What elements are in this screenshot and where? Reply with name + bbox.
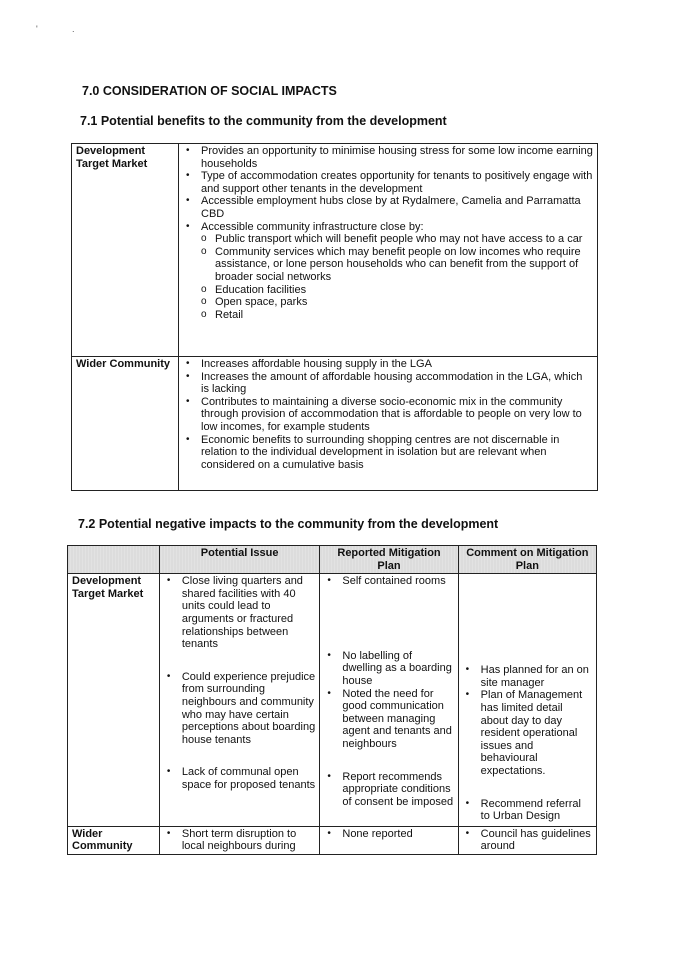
header-potential-issue: Potential Issue: [159, 546, 320, 574]
benefits-list: [183, 358, 593, 471]
row-label: Wider Community: [72, 357, 179, 491]
sub-list-item: o Public transport which will benefit people who may not have access to a car: [215, 233, 593, 246]
mitigation-cell: [320, 574, 458, 827]
list-item: • No labelling of dwelling as a boarding house: [342, 650, 453, 688]
list-item: • Type of accommodation creates opportunity for tenants to positively engage with and support other tenants in the development: [201, 170, 593, 195]
mitigation-group: [324, 650, 453, 751]
list-item: • Short term disruption to local neighbours during: [182, 828, 316, 853]
mitigation-cell: [320, 826, 458, 854]
comment-group: [463, 828, 592, 853]
row-label: Wider Community: [68, 826, 160, 854]
header-blank: [68, 546, 160, 574]
table-row: [72, 144, 598, 357]
list-item: • Report recommends appropriate conditions of consent be imposed: [342, 771, 453, 809]
list-item: • None reported: [342, 828, 453, 841]
comment-group: [463, 664, 592, 777]
table-header-row: [68, 546, 597, 574]
list-item: • Increases the amount of affordable housing accommodation in the LGA, which is lacking: [201, 371, 593, 396]
table-row: [68, 826, 597, 854]
row-label: Development Target Market: [68, 574, 160, 827]
issue-cell: [159, 826, 320, 854]
list-item-text: Accessible community infrastructure close by:: [201, 220, 424, 233]
list-item: • Increases affordable housing supply in the LGA: [201, 358, 593, 371]
list-item: • Lack of communal open space for proposed tenants: [182, 766, 316, 791]
row-label: Development Target Market: [72, 144, 179, 357]
header-comment: Comment on Mitigation Plan: [458, 546, 596, 574]
mitigation-group: [324, 828, 453, 841]
scan-speck: .: [72, 24, 75, 34]
list-item: • Council has guidelines around: [481, 828, 592, 853]
sub-list-item: o Open space, parks: [215, 296, 593, 309]
benefits-heading: 7.1 Potential benefits to the community from the development: [80, 114, 447, 128]
comment-group: [463, 798, 592, 823]
negative-impacts-heading: 7.2 Potential negative impacts to the community from the development: [78, 517, 499, 531]
list-item: • Economic benefits to surrounding shopping centres are not discernable in relation to the individual development in isolation but are relevant when considered on a cumulative basis: [201, 434, 593, 472]
list-item: • Noted the need for good communication between managing agent and tenants and neighbours: [342, 688, 453, 751]
benefits-cell: [179, 144, 598, 357]
table-row: [72, 357, 598, 491]
list-item: • Close living quarters and shared facilities with 40 units could lead to arguments or fractured relationships between tenants: [182, 575, 316, 651]
issue-group: [164, 671, 316, 747]
negative-impacts-table: [67, 545, 597, 855]
benefits-list: [183, 145, 593, 321]
header-mitigation-plan: Reported Mitigation Plan: [320, 546, 458, 574]
list-item: • Recommend referral to Urban Design: [481, 798, 592, 823]
list-item: [201, 221, 593, 322]
issue-cell: [159, 574, 320, 827]
list-item: • Plan of Management has limited detail about day to day resident operational issues and behavioural expectations.: [481, 689, 592, 777]
list-item: • Could experience prejudice from surrounding neighbours and community who may have certain perceptions about boarding house tenants: [182, 671, 316, 747]
list-item: • Provides an opportunity to minimise housing stress for some low income earning households: [201, 145, 593, 170]
comment-cell: [458, 574, 596, 827]
table-row: [68, 574, 597, 827]
sub-list-item: o Community services which may benefit people on low incomes who require assistance, or lone person households who can benefit from the support of broader social networks: [215, 246, 593, 284]
issue-group: [164, 575, 316, 651]
issue-group: [164, 828, 316, 853]
list-item: • Accessible employment hubs close by at Rydalmere, Camelia and Parramatta CBD: [201, 195, 593, 220]
sub-list-item: o Retail: [215, 309, 593, 322]
sub-list: [201, 233, 593, 321]
mitigation-group: [324, 771, 453, 809]
benefits-table: [71, 143, 598, 491]
sub-list-item: o Education facilities: [215, 284, 593, 297]
benefits-cell: [179, 357, 598, 491]
list-item: • Contributes to maintaining a diverse socio-economic mix in the community through provision of accommodation that is affordable to people on very low to low incomes, for example students: [201, 396, 593, 434]
section-heading: 7.0 CONSIDERATION OF SOCIAL IMPACTS: [82, 84, 337, 98]
list-item: • Has planned for an on site manager: [481, 664, 592, 689]
list-item: • Self contained rooms: [342, 575, 453, 588]
comment-cell: [458, 826, 596, 854]
scan-speck: ': [36, 24, 38, 34]
mitigation-group: [324, 575, 453, 588]
issue-group: [164, 766, 316, 791]
